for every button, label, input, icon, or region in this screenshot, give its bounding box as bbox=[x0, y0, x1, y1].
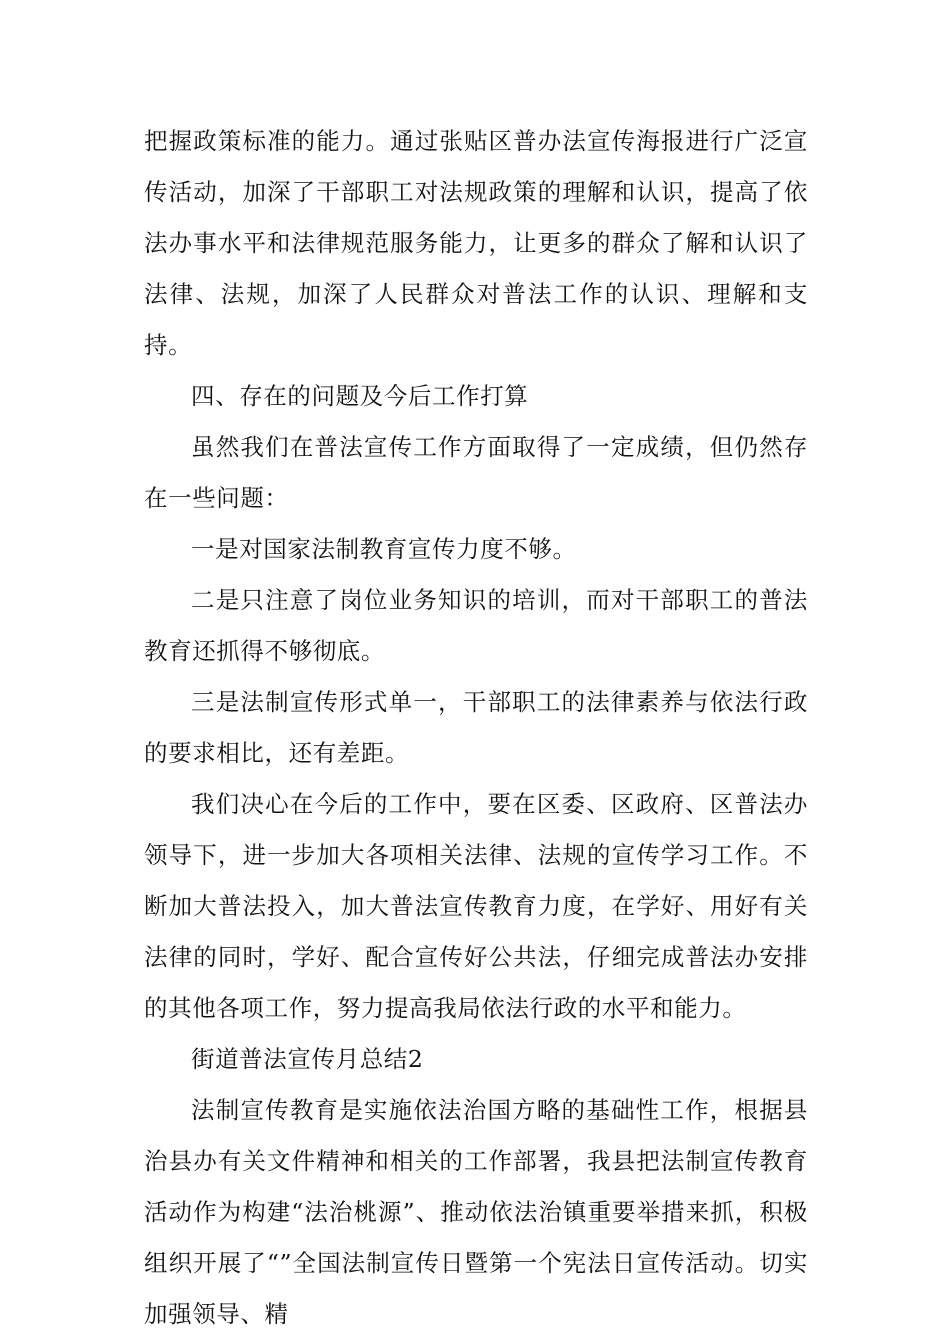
paragraph-future-plan: 我们决心在今后的工作中，要在区委、区政府、区普法办领导下，进一步加大各项相关法律、法规的宣传学习工作。不断加大普法投入，加大普法宣传教育力度，在学好、用好有关法律的同时，学好、配合宣传好公共法，仔细完成普法办安排的其他各项工作，努力提高我局依法行政的水平和能力。 bbox=[144, 790, 808, 1022]
paragraph-policy-awareness: 把握政策标准的能力。通过张贴区普办法宣传海报进行广泛宣传活动，加深了干部职工对法规政策的理解和认识，提高了依法办事水平和法律规范服务能力，让更多的群众了解和认识了法律、法规，加深了人民群众对普法工作的认识、理解和支持。 bbox=[144, 127, 808, 359]
paragraph-problem-one: 一是对国家法制教育宣传力度不够。 bbox=[191, 535, 577, 563]
paragraph-problem-two: 二是只注意了岗位业务知识的培训，而对干部职工的普法教育还抓得不够彻底。 bbox=[144, 586, 808, 665]
document-page bbox=[144, 116, 808, 1340]
paragraph-legal-education: 法制宣传教育是实施依法治国方略的基础性工作，根据县治县办有关文件精神和相关的工作部署，我县把法制宣传教育活动作为构建“法治桃源”、推动依法治镇重要举措来抓，积极组织开展了“”全国法制宣传日暨第一个宪法日宣传活动。切实加强领导、精 bbox=[144, 1096, 808, 1328]
section-title-summary-2: 街道普法宣传月总结2 bbox=[191, 1045, 424, 1073]
paragraph-problems-intro: 虽然我们在普法宣传工作方面取得了一定成绩，但仍然存在一些问题： bbox=[144, 433, 808, 512]
paragraph-problem-three: 三是法制宣传形式单一，干部职工的法律素养与依法行政的要求相比，还有差距。 bbox=[144, 688, 808, 767]
section-heading-problems: 四、存在的问题及今后工作打算 bbox=[191, 382, 529, 410]
